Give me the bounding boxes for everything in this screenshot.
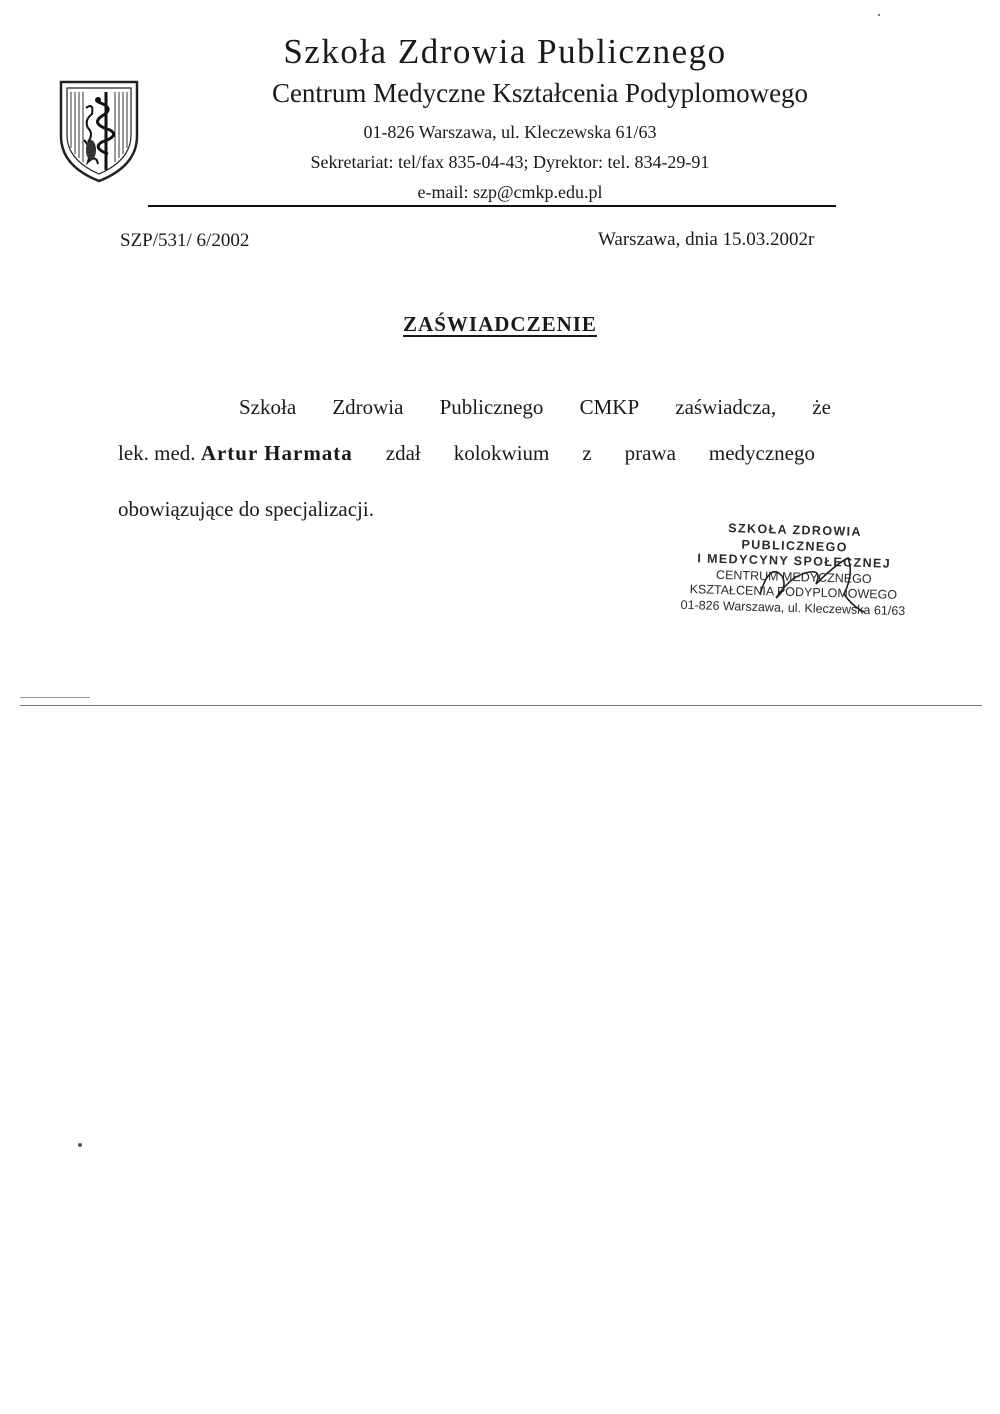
body-word: Zdrowia [332,395,404,419]
stamp-line: SZKOŁA ZDROWIA PUBLICZNEGO [728,521,863,554]
body-word: że [812,395,831,419]
body-word: Publicznego [439,395,544,419]
signature-scribble [740,554,880,614]
body-line-2 [118,441,815,466]
body-line-1 [239,395,831,420]
stamp-line: KSZTAŁCENIA PODYPLOMOWEGO [689,582,898,602]
heading-text: ZAŚWIADCZENIE [403,312,597,336]
body-word: zaświadcza, [675,395,777,419]
stamp-line: I MEDYCYNY SPOŁECZNEJ [697,551,892,571]
document-date: Warszawa, dnia 15.03.2002r [598,229,815,250]
fold-line [20,705,982,706]
scan-speck [878,14,880,16]
document-heading [0,312,1000,337]
coat-of-arms-logo [58,78,140,184]
stamp-line: 01-826 Warszawa, ul. Kleczewska 61/63 [680,597,906,618]
body-word: z [582,441,592,465]
body-word: medycznego [708,441,815,465]
institution-subtitle: Centrum Medyczne Kształcenia Podyplomowego [271,78,809,108]
body-word: Szkoła [239,395,297,419]
body-word: kolokwium [453,441,550,465]
institution-address: 01-826 Warszawa, ul. Kleczewska 61/63 [363,122,657,142]
body-line-3: obowiązujące do specjalizacji. [118,497,374,521]
body-prefix [118,441,353,466]
fold-line-short [20,697,90,698]
person-name: Artur Harmata [200,441,353,465]
body-word: CMKP [579,395,640,419]
stamp-line: CENTRUM MEDYCZNEGO [715,567,872,586]
body-word: zdał [385,441,421,465]
institution-email: e-mail: szp@cmkp.edu.pl [417,182,603,202]
institution-title: Szkoła Zdrowia Publicznego [283,32,727,71]
scan-speck [78,1143,82,1147]
body-word: prawa [624,441,676,465]
title-abbrev: lek. med. [118,441,196,465]
letterhead-rule [148,205,836,207]
reference-number: SZP/531/ 6/2002 [120,230,250,251]
institution-phone: Sekretariat: tel/fax 835-04-43; Dyrektor: tel. 834-29-91 [310,152,710,172]
